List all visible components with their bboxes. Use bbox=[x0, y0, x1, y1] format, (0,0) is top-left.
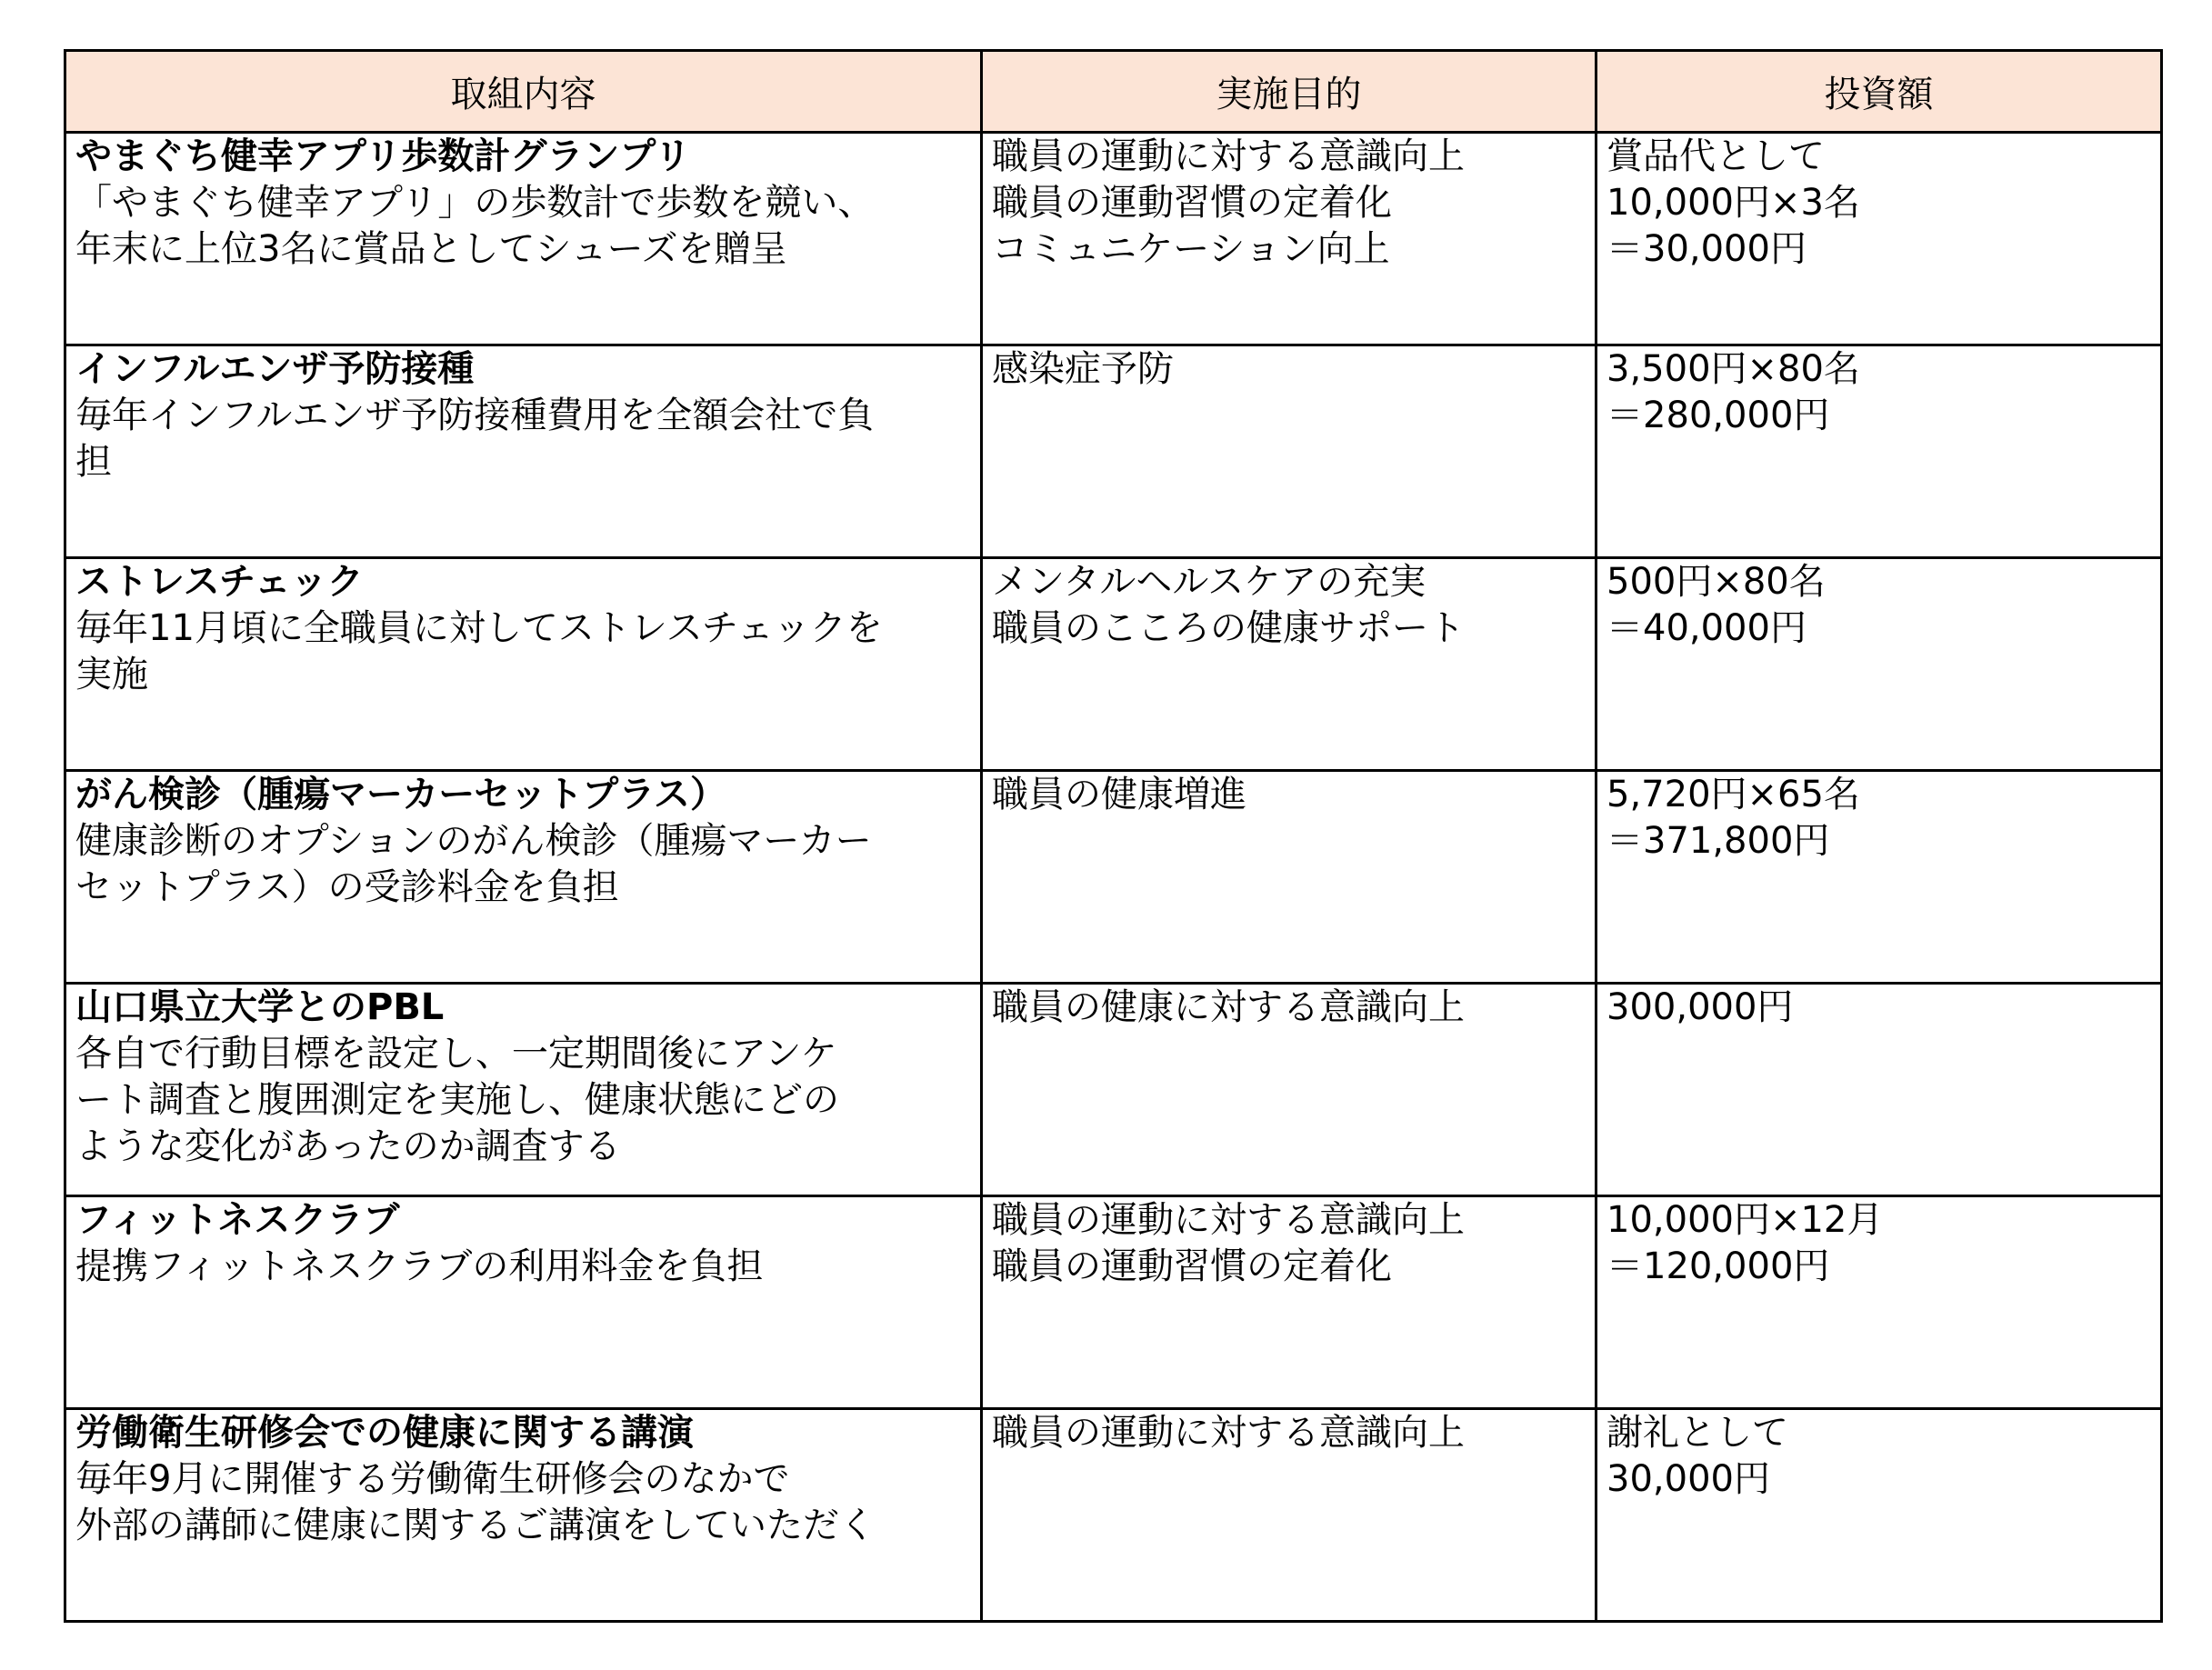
purpose-text: 職員の健康に対する意識向上 bbox=[992, 986, 1465, 1028]
table-row bbox=[65, 984, 2162, 1196]
investment-cell bbox=[1596, 771, 2162, 984]
purpose-cell bbox=[982, 345, 1596, 558]
investment-amount: 300,000円 bbox=[1606, 986, 1794, 1028]
investment-amount: 10,000円×12月 ＝120,000円 bbox=[1606, 1199, 1884, 1287]
investment-amount: 3,500円×80名 ＝280,000円 bbox=[1606, 348, 1860, 436]
initiative-title: インフルエンザ予防接種 bbox=[75, 348, 475, 390]
investment-amount: 5,720円×65名 ＝371,800円 bbox=[1606, 774, 1860, 862]
investment-cell bbox=[1596, 1196, 2162, 1409]
investment-cell bbox=[1596, 1409, 2162, 1622]
initiative-title: 山口県立大学とのPBL bbox=[75, 986, 445, 1028]
initiative-title: ストレスチェック bbox=[75, 561, 364, 603]
purpose-text: 職員の健康増進 bbox=[992, 774, 1246, 815]
purpose-text: メンタルヘルスケアの充実 職員のこころの健康サポート bbox=[992, 561, 1465, 649]
investment-amount: 賞品代として 10,000円×3名 ＝30,000円 bbox=[1606, 135, 1860, 270]
table-row bbox=[65, 558, 2162, 771]
initiative-title: やまぐち健幸アプリ歩数計グランプリ bbox=[75, 135, 691, 177]
initiative-cell bbox=[65, 771, 982, 984]
initiative-cell bbox=[65, 984, 982, 1196]
purpose-cell bbox=[982, 771, 1596, 984]
investment-amount: 謝礼として 30,000円 bbox=[1606, 1412, 1788, 1500]
initiative-title: フィットネスクラブ bbox=[75, 1199, 400, 1241]
initiative-description: 提携フィットネスクラブの利用料金を負担 bbox=[75, 1245, 764, 1287]
initiative-title: がん検診（腫瘍マーカーセットプラス） bbox=[75, 774, 726, 815]
header-investment: 投資額 bbox=[1596, 51, 2162, 133]
table-row bbox=[65, 771, 2162, 984]
initiative-cell bbox=[65, 345, 982, 558]
purpose-text: 感染症予防 bbox=[992, 348, 1174, 390]
purpose-text: 職員の運動に対する意識向上 職員の運動習慣の定着化 bbox=[992, 1199, 1465, 1287]
investment-cell bbox=[1596, 558, 2162, 771]
initiative-title: 労働衛生研修会での健康に関する講演 bbox=[75, 1412, 694, 1454]
initiative-cell bbox=[65, 1409, 982, 1622]
purpose-cell bbox=[982, 984, 1596, 1196]
initiative-description: 健康診断のオプションのがん検診（腫瘍マーカー セットプラス）の受診料金を負担 bbox=[75, 820, 872, 908]
table-row bbox=[65, 1409, 2162, 1622]
initiative-description: 毎年9月に開催する労働衛生研修会のなかで 外部の講師に健康に関するご講演をしていただく bbox=[75, 1458, 876, 1546]
purpose-text: 職員の運動に対する意識向上 職員の運動習慣の定着化 コミュニケーション向上 bbox=[992, 135, 1465, 270]
investment-cell bbox=[1596, 984, 2162, 1196]
investment-cell bbox=[1596, 133, 2162, 345]
table-body bbox=[65, 133, 2162, 1622]
health-investment-table-wrap bbox=[64, 49, 2160, 1623]
health-investment-table bbox=[64, 49, 2163, 1623]
initiative-cell bbox=[65, 1196, 982, 1409]
initiative-cell bbox=[65, 133, 982, 345]
investment-cell bbox=[1596, 345, 2162, 558]
initiative-description: 毎年インフルエンザ予防接種費用を全額会社で負 担 bbox=[75, 395, 875, 483]
table-row bbox=[65, 345, 2162, 558]
initiative-cell bbox=[65, 558, 982, 771]
purpose-cell bbox=[982, 1409, 1596, 1622]
purpose-cell bbox=[982, 558, 1596, 771]
table-row bbox=[65, 133, 2162, 345]
table-header bbox=[65, 51, 2162, 133]
header-row bbox=[65, 51, 2162, 133]
purpose-cell bbox=[982, 133, 1596, 345]
purpose-cell bbox=[982, 1196, 1596, 1409]
header-initiative: 取組内容 bbox=[65, 51, 982, 133]
purpose-text: 職員の運動に対する意識向上 bbox=[992, 1412, 1465, 1454]
header-purpose: 実施目的 bbox=[982, 51, 1596, 133]
initiative-description: 「やまぐち健幸アプリ」の歩数計で歩数を競い、 年末に上位3名に賞品としてシューズを贈呈 bbox=[75, 182, 875, 270]
initiative-description: 各自で行動目標を設定し、一定期間後にアンケ ート調査と腹囲測定を実施し、健康状態にどの ような変化があったのか調査する bbox=[75, 1033, 839, 1167]
initiative-description: 毎年11月頃に全職員に対してストレスチェックを 実施 bbox=[75, 607, 883, 695]
investment-amount: 500円×80名 ＝40,000円 bbox=[1606, 561, 1826, 649]
table-row bbox=[65, 1196, 2162, 1409]
